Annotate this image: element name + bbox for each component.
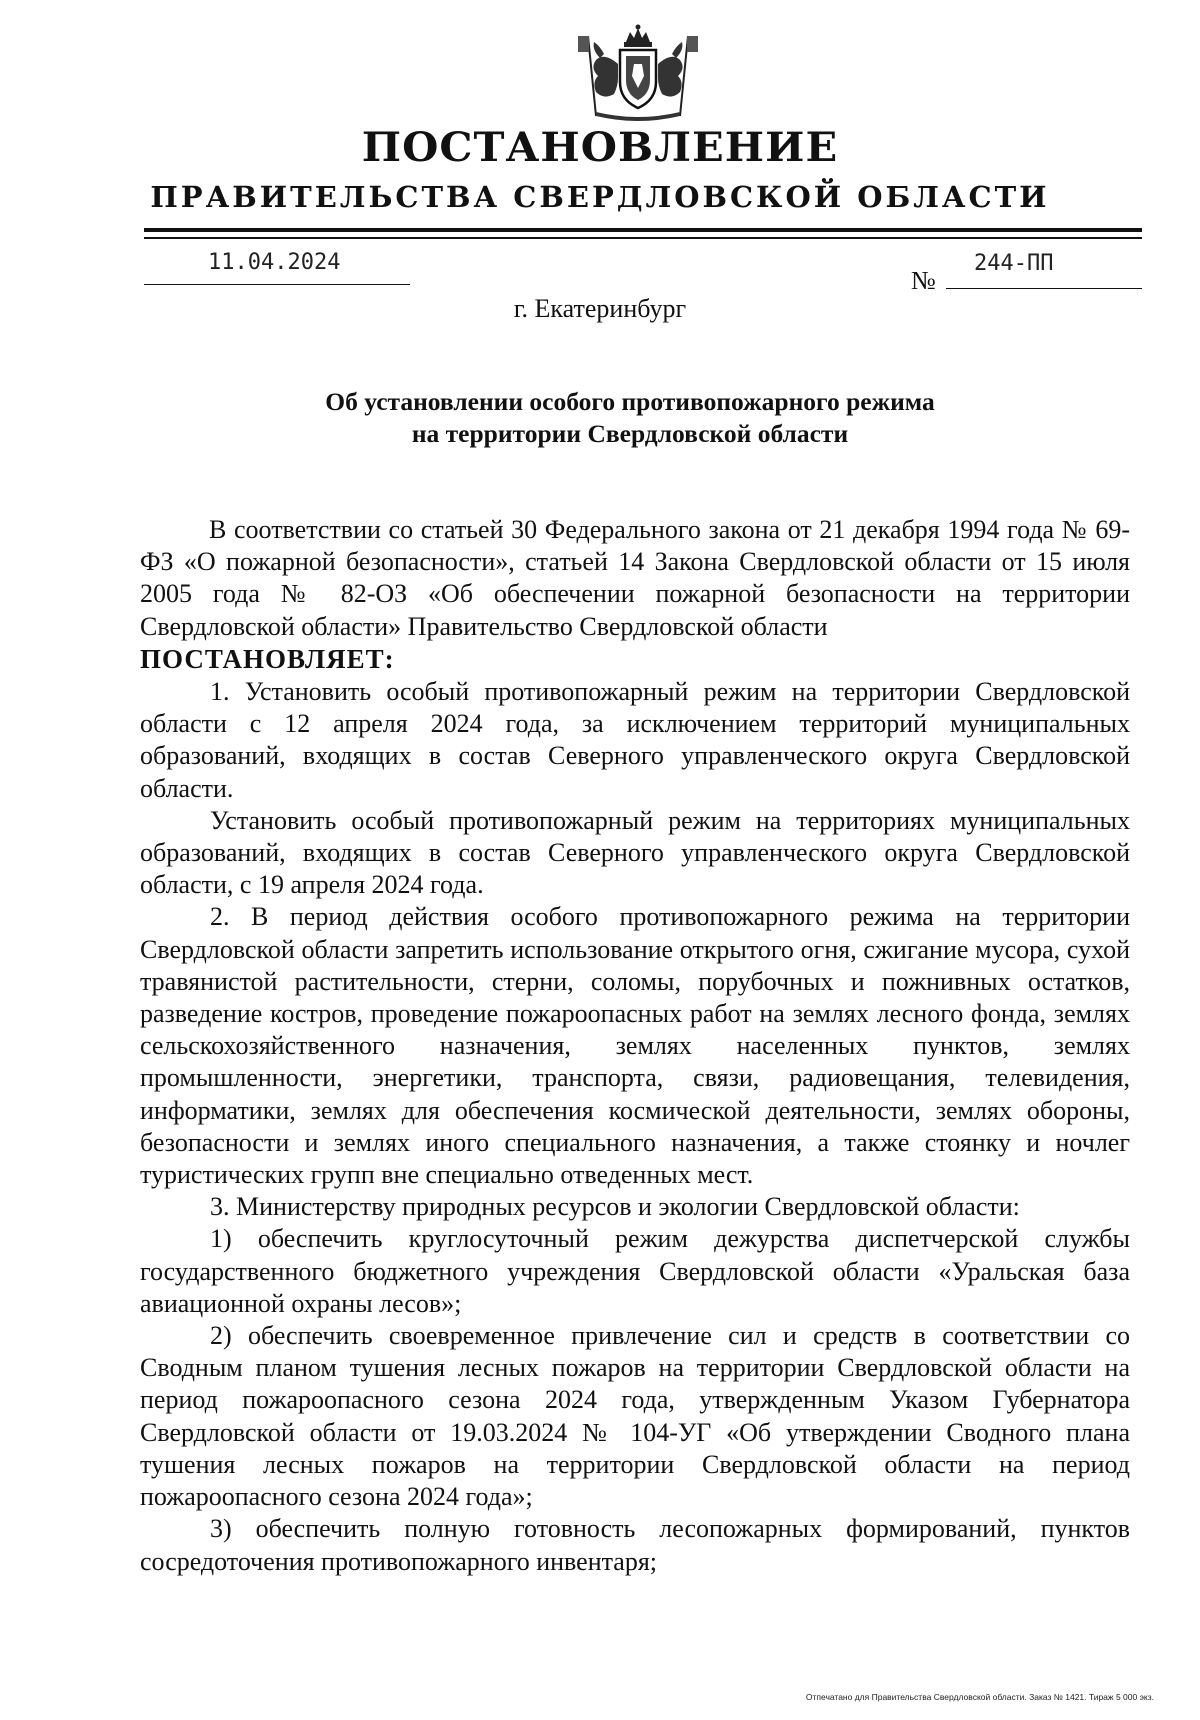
clause-3-paragraph: 3. Министерству природных ресурсов и экологии Свердловской области: [210, 1192, 1020, 1222]
clause-3-2-paragraph: 2) обеспечить своевременное привлечение сил и средств в соответствии со Сводным планом тушения лесных пожаров на территории Свердловской области на период пожароопасного сезона 2024 года, утвержденным Указом Губернатора Свердловской области от 19.03.2024 № 104-УГ «Об утверждении Сводного плана тушения лесных пожаров на территории Свердловской области на период пожароопасного сезона 2024 года»; [140, 1321, 1130, 1512]
clause-1b-paragraph: Установить особый противопожарный режим на территориях муниципальных образований, входящих в состав Северного управленческого округа Свердловской области, с 19 апреля 2024 года. [140, 805, 1130, 900]
city-label: г. Екатеринбург [513, 294, 687, 323]
header-rule-thick [144, 228, 1142, 232]
clause-2-paragraph: 2. В период действия особого противопожарного режима на территории Свердловской области запретить использование открытого огня, сжигание мусора, сухой травянистой растительности, стерни, соломы, порубочных и пожнивных остатков, разведение костров, проведение пожароопасных работ на землях лесного фонда, землях сельскохозяйственного назначения, землях населенных пунктов, землях промышленности, энергетики, транспорта, связи, радиовещания, телевидения, информатики, землях для обеспечения космической деятельности, землях обороны, безопасности и землях иного специального назначения, а также стоянку и ночлег туристических групп вне специально отведенных мест. [140, 902, 1130, 1190]
document-body [140, 514, 1130, 1578]
number-sign: № [911, 266, 936, 295]
preamble-paragraph: В соответствии со статьей 30 Федерального закона от 21 декабря 1994 года № 69-ФЗ «О пожарной безопасности», статьей 14 Закона Свердловской области от 15 июля 2005 года № 82-ОЗ «Об обеспечении пожарной безопасности на территории Свердловской области» Правительство Свердловской области [140, 515, 1130, 641]
number-underline [946, 288, 1142, 289]
document-type-title: ПОСТАНОВЛЕНИЕ [361, 124, 839, 171]
document-date: 11.04.2024 [208, 250, 341, 275]
coat-of-arms-icon [574, 24, 702, 124]
issuer-subtitle: ПРАВИТЕЛЬСТВА СВЕРДЛОВСКОЙ ОБЛАСТИ [150, 180, 1050, 214]
print-note: Отпечатано для Правительства Свердловской области. Заказ № 1421. Тираж 5 000 экз. [805, 1692, 1154, 1702]
header-rule-thin [144, 237, 1142, 239]
document-number: 244-ПП [974, 251, 1054, 276]
document-title-line-2: на территории Свердловской области [411, 419, 849, 448]
decree-word: ПОСТАНОВЛЯЕТ: [140, 643, 395, 674]
clause-3-1-paragraph: 1) обеспечить круглосуточный режим дежурства диспетчерской службы государственного бюджетного учреждения Свердловской области «Уральская база авиационной охраны лесов»; [140, 1224, 1130, 1318]
document-title-line-1: Об установлении особого противопожарного режима [325, 387, 935, 416]
document-title [0, 386, 1200, 450]
clause-1-paragraph: 1. Установить особый противопожарный режим на территории Свердловской области с 12 апреля 2024 года, за исключением территорий муниципальных образований, входящих в состав Северного управленческого округа Свердловской области. [140, 677, 1130, 803]
clause-3-3-paragraph: 3) обеспечить полную готовность лесопожарных формирований, пунктов сосредоточения противопожарного инвентаря; [140, 1514, 1130, 1576]
date-underline [144, 284, 410, 285]
